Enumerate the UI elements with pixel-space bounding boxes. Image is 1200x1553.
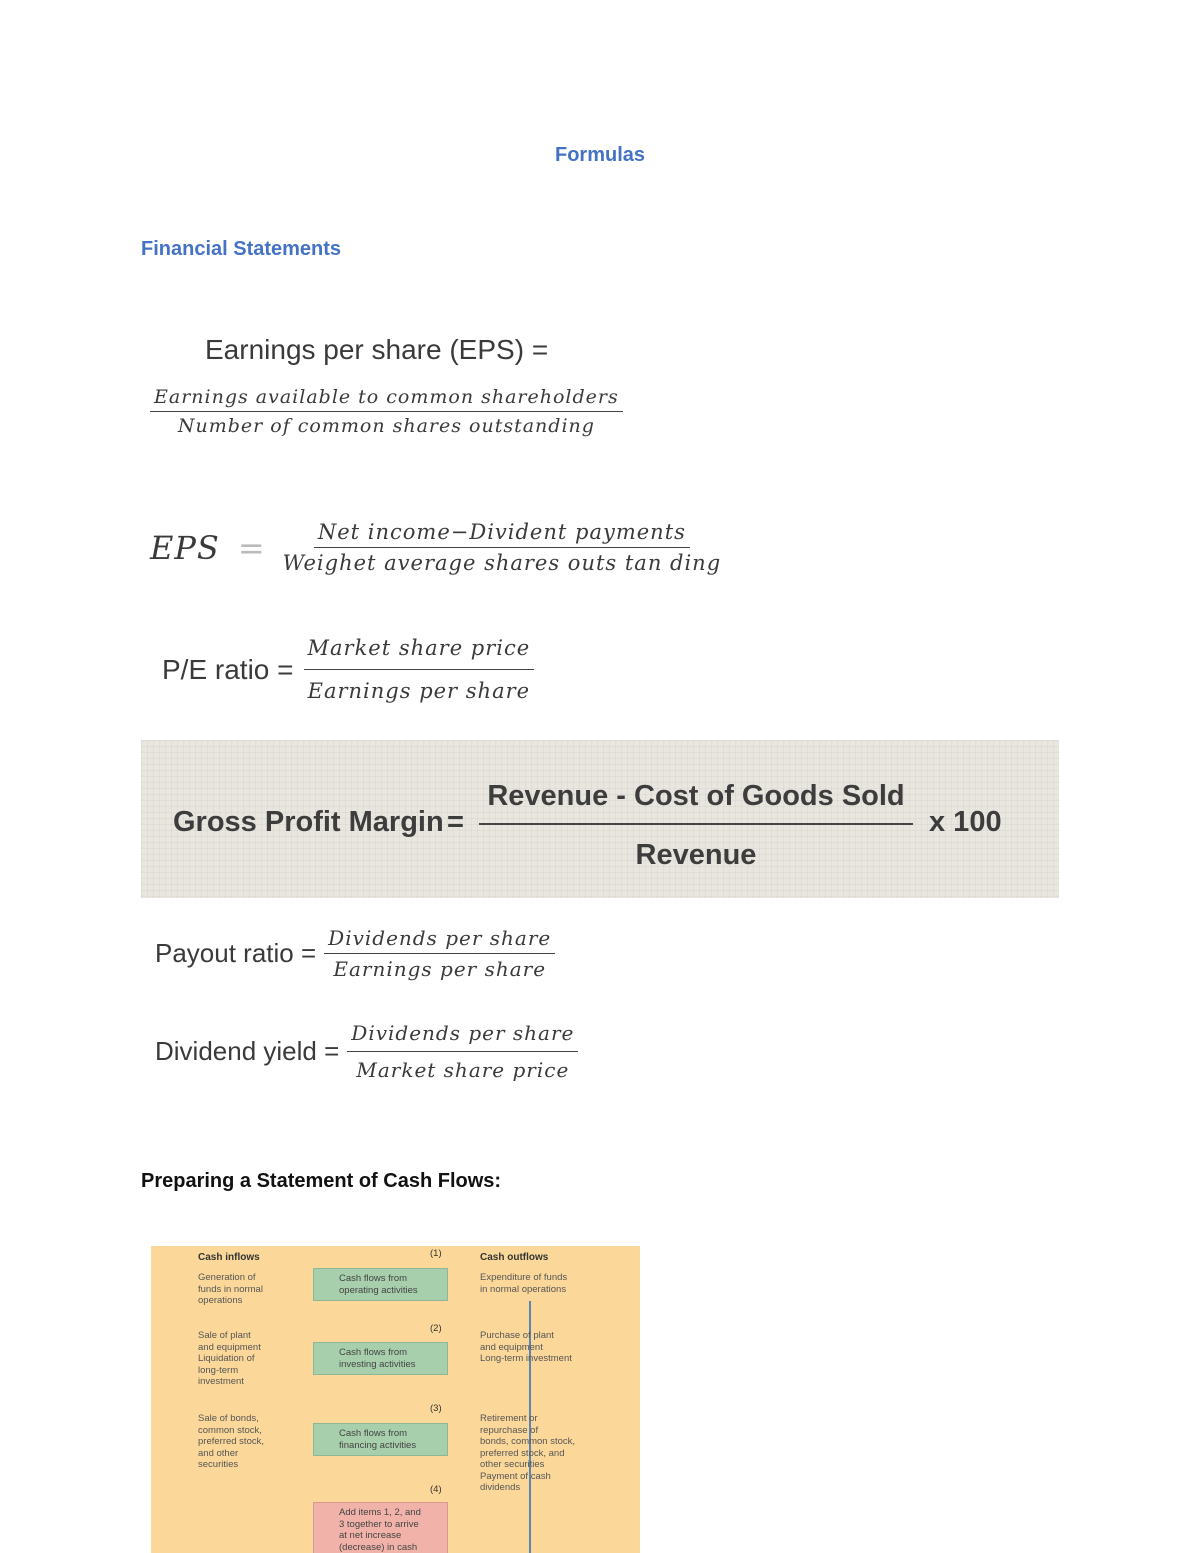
payout-ratio-formula (155, 926, 555, 981)
dividend-yield-denominator: Market share price (356, 1058, 570, 1082)
dividend-yield-fraction (347, 1018, 578, 1085)
eps-alt-denominator: Weighet average shares outs tan ding (282, 551, 722, 575)
step-number: (1) (430, 1248, 442, 1259)
pe-fraction (304, 630, 535, 709)
payout-denominator: Earnings per share (333, 957, 547, 981)
cash-flows-heading: Preparing a Statement of Cash Flows: (141, 1170, 502, 1192)
cash-flow-diagram (151, 1246, 640, 1553)
gpm-denominator: Revenue (635, 839, 757, 871)
step-number: (4) (430, 1484, 442, 1495)
eps-alt-lhs: EPS (150, 528, 220, 567)
eps-fraction (150, 386, 623, 437)
eps-alt-fraction (279, 520, 726, 575)
gpm-numerator: Revenue - Cost of Goods Sold (487, 780, 905, 812)
pe-numerator: Market share price (304, 630, 535, 670)
step-box-financing: Cash flows from financing activities (313, 1423, 448, 1456)
inflows-header: Cash inflows (198, 1252, 260, 1263)
eps-denominator: Number of common shares outstanding (177, 415, 595, 437)
step-box-investing: Cash flows from investing activities (313, 1342, 448, 1375)
gpm-multiplier: x 100 (929, 806, 1002, 838)
dividend-yield-label: Dividend yield = (155, 1036, 340, 1066)
outflow-item: Expenditure of funds in normal operations (480, 1272, 568, 1295)
pe-denominator: Earnings per share (307, 679, 531, 703)
inflow-item: Generation of funds in normal operations (198, 1272, 263, 1306)
inflow-item: Sale of bonds, common stock, preferred stock, and other securities (198, 1413, 264, 1470)
gpm-equals: = (447, 806, 464, 838)
step-number: (3) (430, 1403, 442, 1414)
outflow-item: Retirement or repurchase of bonds, common stock, preferred stock, and other securities Payment of cash dividends (480, 1413, 576, 1493)
payout-fraction (324, 926, 555, 981)
eps-numerator: Earnings available to common shareholders (150, 386, 623, 412)
eps-alt-numerator: Net income−Divident payments (314, 520, 690, 548)
outflow-item: Purchase of plant and equipment Long-term investment (480, 1330, 572, 1364)
payout-numerator: Dividends per share (324, 926, 555, 954)
outflows-header: Cash outflows (480, 1252, 549, 1263)
gpm-fraction-bar (479, 823, 913, 825)
payout-label: Payout ratio = (155, 938, 317, 968)
step-box-operating: Cash flows from operating activities (313, 1268, 448, 1301)
gpm-label: Gross Profit Margin (173, 806, 444, 838)
step-box-net-change: Add items 1, 2, and 3 together to arrive at net increase (decrease) in cash (313, 1502, 448, 1553)
section-heading: Financial Statements (141, 238, 342, 260)
eps-alt-equals: = (237, 528, 265, 567)
dividend-yield-formula (155, 1018, 578, 1085)
eps-label: Earnings per share (EPS) = (205, 334, 549, 365)
inflow-item: Sale of plant and equipment Liquidation of long-term investment (198, 1330, 261, 1387)
step-number: (2) (430, 1323, 442, 1334)
document-title: Formulas (554, 144, 646, 166)
dividend-yield-numerator: Dividends per share (347, 1018, 578, 1052)
pe-label: P/E ratio = (162, 653, 294, 685)
pe-ratio-formula (162, 630, 534, 709)
gross-profit-margin-panel (141, 740, 1059, 898)
eps-alt-formula (150, 520, 725, 575)
